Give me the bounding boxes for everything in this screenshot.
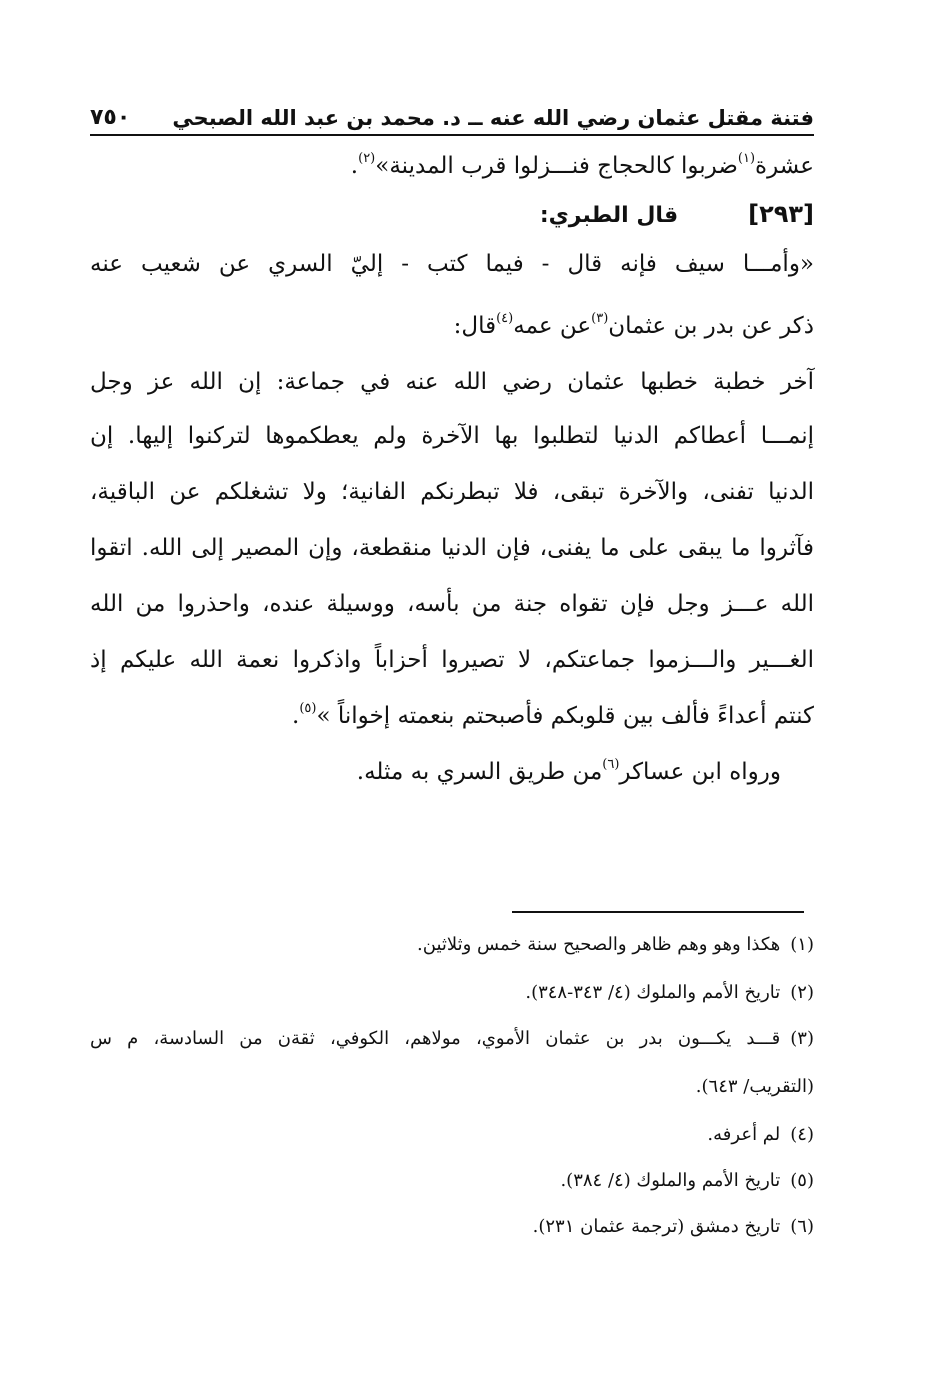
footnote-number: (٤): [790, 1124, 814, 1145]
footnote-number: (١): [790, 934, 814, 955]
text-segment: من طريق السري به مثله.: [356, 759, 603, 785]
page-number: ٧٥٠: [90, 105, 131, 130]
footnote-ref-4: (٤): [496, 311, 514, 326]
text-line-12: [357, 754, 781, 790]
footnote-ref-6: (٦): [602, 757, 620, 772]
footnote-separator: [512, 911, 804, 913]
footnote-ref-1: (١): [737, 151, 756, 166]
footnote-5: [90, 1166, 814, 1196]
footnote-number: (٢): [790, 982, 814, 1003]
text-segment: عن عمه: [513, 313, 592, 339]
footnote-2: [90, 978, 814, 1008]
text-segment: ضربوا كالحجاج فنـــزلوا قرب المدينة»: [375, 153, 738, 179]
text-line-9: الله عـــز وجل فإن تقواه جنة من بأسه، ووسيلة عنده، واحذروا من الله: [90, 591, 814, 617]
text-segment: ذكر عن بدر بن عثمان: [608, 313, 814, 339]
footnote-number: (٦): [790, 1216, 814, 1237]
footnote-text: هكذا وهو وهم ظاهر والصحيح سنة خمس وثلاثين.: [417, 934, 781, 955]
text-segment: كنتم أعداءً فألف بين قلوبكم فأصبحتم بنعمته إخواناً »: [316, 703, 814, 729]
footnote-4: [90, 1120, 814, 1150]
text-line-8: فآثروا ما يبقى على ما يفنى، فإن الدنيا منقطعة، وإن المصير إلى الله. اتقوا: [90, 535, 814, 561]
text-segment: قال:: [453, 313, 497, 339]
footnote-ref-3: (٣): [591, 311, 609, 326]
text-line-7: الدنيا تفنى، والآخرة تبقى، فلا تبطرنكم الفانية؛ ولا تشغلكم عن الباقية،: [90, 479, 814, 505]
text-segment: .: [292, 703, 300, 729]
text-line-6: إنمـــا أعطاكم الدنيا لتطلبوا بها الآخرة ولم يعطكموها لتركنوا إليها. إن: [90, 423, 814, 449]
text-line-10: الغـــير والـــزموا جماعتكم، لا تصيروا أحزاباً واذكروا نعمة الله عليكم إذ: [90, 647, 814, 673]
section-title: قال الطبري:: [539, 203, 679, 228]
footnote-text: (التقريب/ ٦٤٣).: [695, 1076, 814, 1097]
footnote-ref-5: (٥): [299, 701, 317, 716]
footnote-text: تاريخ دمشق (ترجمة عثمان ٢٣١).: [532, 1216, 781, 1237]
text-segment: عشرة: [755, 153, 814, 179]
footnote-3: [90, 1024, 814, 1054]
section-heading: [420, 196, 814, 234]
footnote-3-continued: [90, 1072, 814, 1102]
footnote-text: تاريخ الأمم والملوك (٤/ ٣٤٣-٣٤٨).: [525, 982, 781, 1003]
text-segment: .: [350, 153, 359, 179]
footnote-number: (٥): [790, 1170, 814, 1191]
footnote-6: [90, 1212, 814, 1242]
header-title: فتنة مقتل عثمان رضي الله عنه ــ د. محمد بن عبد الله الصبحي: [172, 106, 814, 130]
footnote-text: تاريخ الأمم والملوك (٤/ ٣٨٤).: [560, 1170, 781, 1191]
text-segment: ورواه ابن عساكر: [619, 759, 781, 785]
footnote-text: لم أعرفه.: [707, 1124, 781, 1145]
footnote-ref-2: (٢): [358, 151, 376, 166]
text-line-1: [90, 148, 814, 184]
text-line-3: «وأمـــا سيف فإنه قال - فيما كتب - إليّ السري عن شعيب عنه: [90, 251, 814, 277]
section-number: [٢٩٣]: [748, 200, 814, 228]
header-rule: [90, 134, 814, 136]
running-header: [90, 90, 814, 130]
text-line-4: [90, 308, 814, 344]
footnote-number: (٣): [790, 1028, 814, 1049]
footnote-text: قـــد يكـــون بدر بن عثمان الأموي، مولاهم، الكوفي، ثقةن من السادسة، م س: [90, 1028, 781, 1049]
text-line-5: آخر خطبة خطبها عثمان رضي الله عنه في جماعة: إن الله عز وجل: [90, 369, 814, 395]
text-line-11: [90, 698, 814, 734]
footnote-1: [90, 930, 814, 960]
